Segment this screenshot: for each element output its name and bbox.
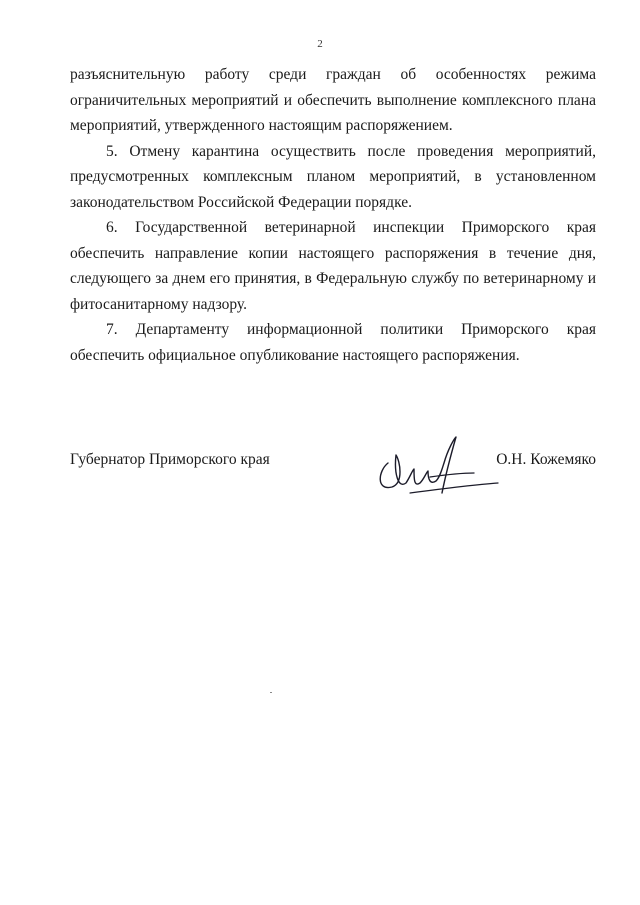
handwritten-signature xyxy=(370,433,500,503)
signatory-title: Губернатор Приморского края xyxy=(70,451,270,468)
paragraph-item-5: 5. Отмену карантина осуществить после проведения мероприятий, предусмотренных комплексным планом мероприятий, в установленном законодательством Российской Федерации порядке. xyxy=(70,142,596,211)
signatory-name: О.Н. Кожемяко xyxy=(496,451,596,468)
paragraph-item-7: 7. Департаменту информационной политики Приморского края обеспечить официальное опубликование настоящего распоряжения. xyxy=(70,321,596,364)
paragraph-item-6: 6. Государственной ветеринарной инспекции Приморского края обеспечить направление копии настоящего распоряжения в течение дня, следующего за днем его принятия, в Федеральную службу по ветеринарному и фитосанитарному надзору. xyxy=(70,219,596,313)
document-body xyxy=(70,62,596,368)
scan-speck xyxy=(270,692,272,693)
paragraph-1: разъяснительную работу среди граждан об особенностях режима ограничительных мероприятий и обеспечить выполнение комплексного плана мероприятий, утвержденного настоящим распоряжением. xyxy=(70,66,596,134)
signature-block xyxy=(70,445,596,505)
page-number: 2 xyxy=(317,38,323,50)
